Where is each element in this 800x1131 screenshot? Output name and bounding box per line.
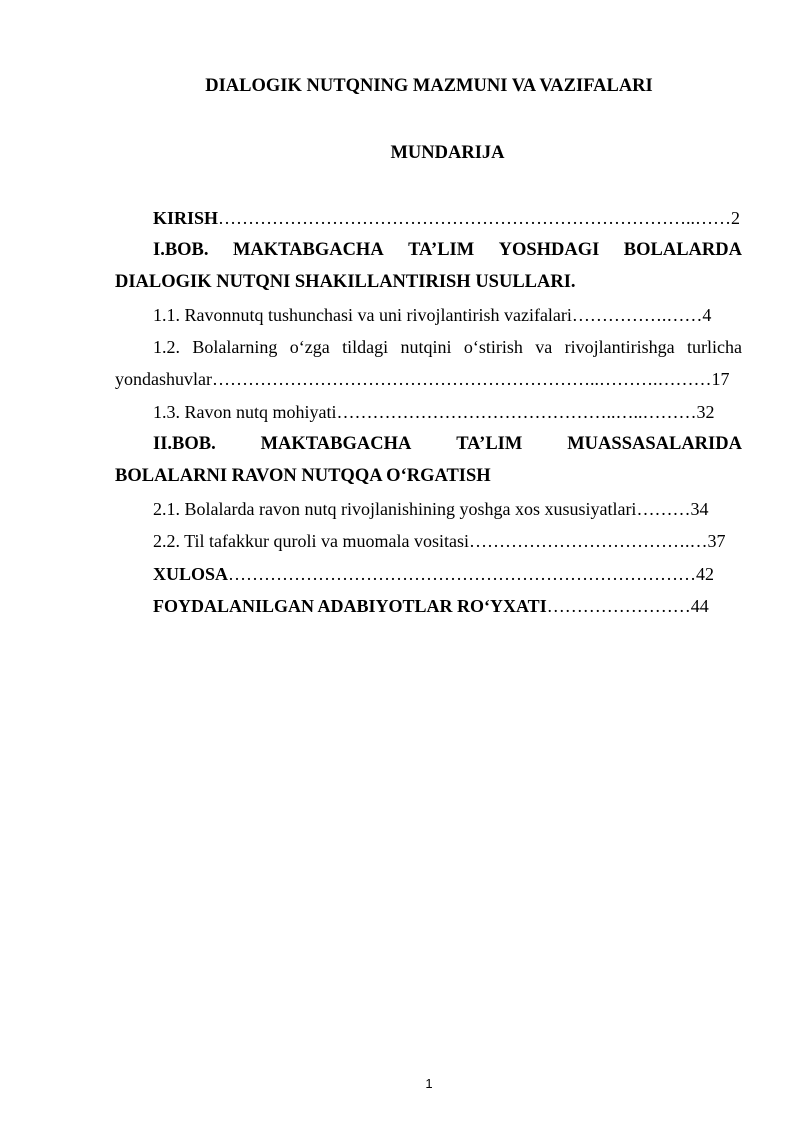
toc-entry-adabiyotlar[interactable]: [153, 595, 709, 617]
toc-entry-label: 1.3. Ravon nutq mohiyati: [153, 402, 337, 422]
toc-word: va: [535, 337, 553, 357]
toc-chapter-2-line-1[interactable]: [153, 433, 742, 455]
toc-leader: ………………………………………………………..……….………: [211, 369, 712, 389]
toc-entry-2-2[interactable]: [153, 530, 725, 552]
toc-entry-2-1[interactable]: [153, 498, 708, 520]
toc-page-number: 4: [702, 305, 712, 325]
toc-page-number: 44: [690, 596, 709, 616]
toc-word: 1.2.: [153, 337, 180, 357]
toc-entry-label: FOYDALANILGAN ADABIYOTLAR RO‘YXATI: [153, 596, 547, 616]
toc-word: I.BOB.: [153, 240, 209, 260]
toc-entry-label: 1.1. Ravonnutq tushunchasi va uni rivojlantirish vazifalari: [153, 305, 572, 325]
toc-leader: ………………………………………..…..………: [336, 402, 697, 422]
toc-word: rivojlantirishga: [564, 337, 675, 357]
toc-entry-1-2-line-2[interactable]: [115, 368, 729, 390]
toc-word: Bolalarning: [192, 337, 278, 357]
toc-entry-label: 2.1. Bolalarda ravon nutq rivojlanishining yoshga xos xususiyatlari: [153, 499, 637, 519]
toc-leader: ………: [636, 499, 691, 519]
toc-page-number: 2: [731, 208, 741, 228]
toc-word: BOLALARDA: [623, 240, 742, 260]
page-number: 1: [425, 1076, 433, 1091]
toc-entry-label: yondashuvlar: [115, 369, 212, 389]
toc-word: II.BOB.: [153, 434, 216, 454]
toc-word: turlicha: [686, 337, 742, 357]
toc-chapter-1-line-2: DIALOGIK NUTQNI SHAKILLANTIRISH USULLARI.: [115, 272, 576, 292]
toc-chapter-1-line-1[interactable]: [153, 239, 742, 261]
toc-entry-1-3[interactable]: [153, 401, 715, 423]
toc-leader: ……………………………….…: [468, 531, 708, 551]
toc-leader: …………….……: [571, 305, 703, 325]
toc-page-number: 17: [711, 369, 730, 389]
toc-entry-1-1[interactable]: [153, 304, 711, 326]
toc-word: o‘stirish: [463, 337, 523, 357]
toc-heading: MUNDARIJA: [390, 143, 505, 163]
toc-page-number: 42: [696, 564, 715, 584]
toc-leader: ……………………………………………………………………..……: [218, 208, 732, 228]
toc-entry-1-2-line-1[interactable]: [153, 336, 742, 358]
toc-word: MUASSASALARIDA: [567, 434, 742, 454]
toc-leader: ……………………………………………………………………: [228, 564, 697, 584]
toc-word: nutqini: [400, 337, 452, 357]
toc-leader: ……………………: [546, 596, 691, 616]
toc-word: o‘zga: [289, 337, 330, 357]
toc-entry-xulosa[interactable]: [153, 563, 714, 585]
toc-chapter-2-line-2: BOLALARNI RAVON NUTQQA O‘RGATISH: [115, 466, 491, 486]
toc-word: TA’LIM: [456, 434, 523, 454]
document-title: DIALOGIK NUTQNING MAZMUNI VA VAZIFALARI: [205, 76, 653, 96]
toc-word: tildagi: [342, 337, 389, 357]
toc-word: MAKTABGACHA: [232, 240, 384, 260]
toc-page-number: 34: [690, 499, 709, 519]
toc-word: YOSHDAGI: [498, 240, 600, 260]
toc-entry-label: KIRISH: [153, 208, 219, 228]
toc-word: TA’LIM: [408, 240, 475, 260]
toc-entry-kirish[interactable]: [153, 207, 740, 229]
toc-entry-label: XULOSA: [153, 564, 229, 584]
toc-word: MAKTABGACHA: [260, 434, 412, 454]
toc-page-number: 37: [707, 531, 726, 551]
toc-page-number: 32: [696, 402, 715, 422]
toc-entry-label: 2.2. Til tafakkur quroli va muomala vositasi: [153, 531, 469, 551]
